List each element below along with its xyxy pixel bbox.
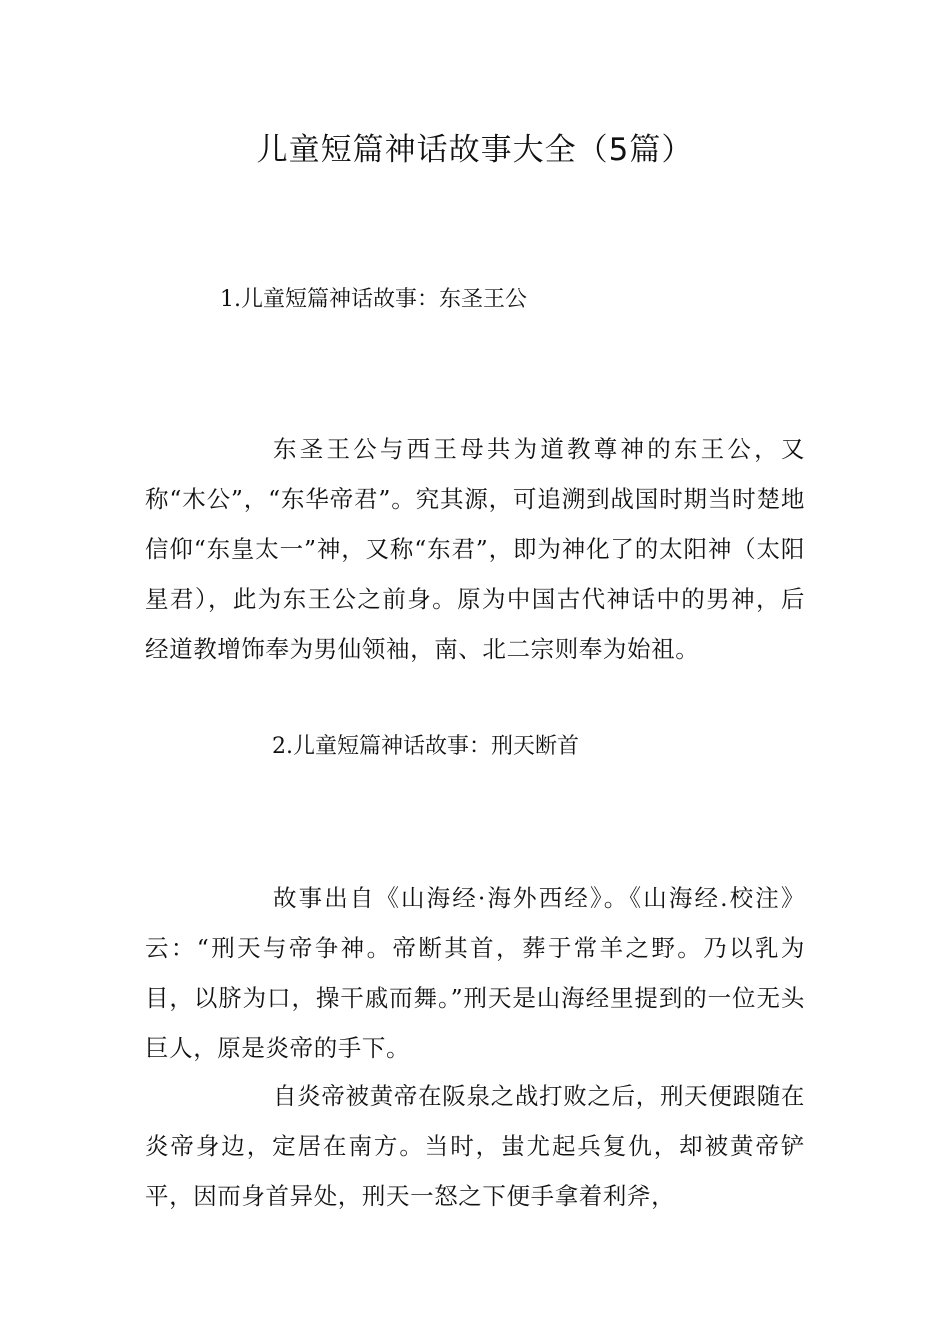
section-heading-1: 1.儿童短篇神话故事：东圣王公	[220, 287, 527, 312]
section-2-paragraph-1: 故事出自《山海经·海外西经》。《山海经.校注》云：“刑天与帝争神。帝断其首，葬于常羊之野。乃以乳为目，以脐为口，操干戚而舞。”刑天是山海经里提到的一位无头巨人，原是炎帝的手下。	[145, 884, 805, 1062]
section-1-paragraph-1: 东圣王公与西王母共为道教尊神的东王公，又称“木公”，“东华帝君”。究其源，可追溯到战国时期当时楚地信仰“东皇太一”神，又称“东君”，即为神化了的太阳神（太阳星君），此为东王公之前身。原为中国古代神话中的男神，后经道教增饰奉为男仙领袖，南、北二宗则奉为始祖。	[145, 435, 805, 663]
document-title: 儿童短篇神话故事大全（5篇）	[256, 132, 694, 168]
section-heading-2: 2.儿童短篇神话故事：刑天断首	[272, 734, 579, 759]
section-2-paragraph-2: 自炎帝被黄帝在阪泉之战打败之后，刑天便跟随在炎帝身边，定居在南方。当时，蚩尤起兵复仇，却被黄帝铲平，因而身首异处，刑天一怒之下便手拿着利斧，	[145, 1082, 805, 1210]
